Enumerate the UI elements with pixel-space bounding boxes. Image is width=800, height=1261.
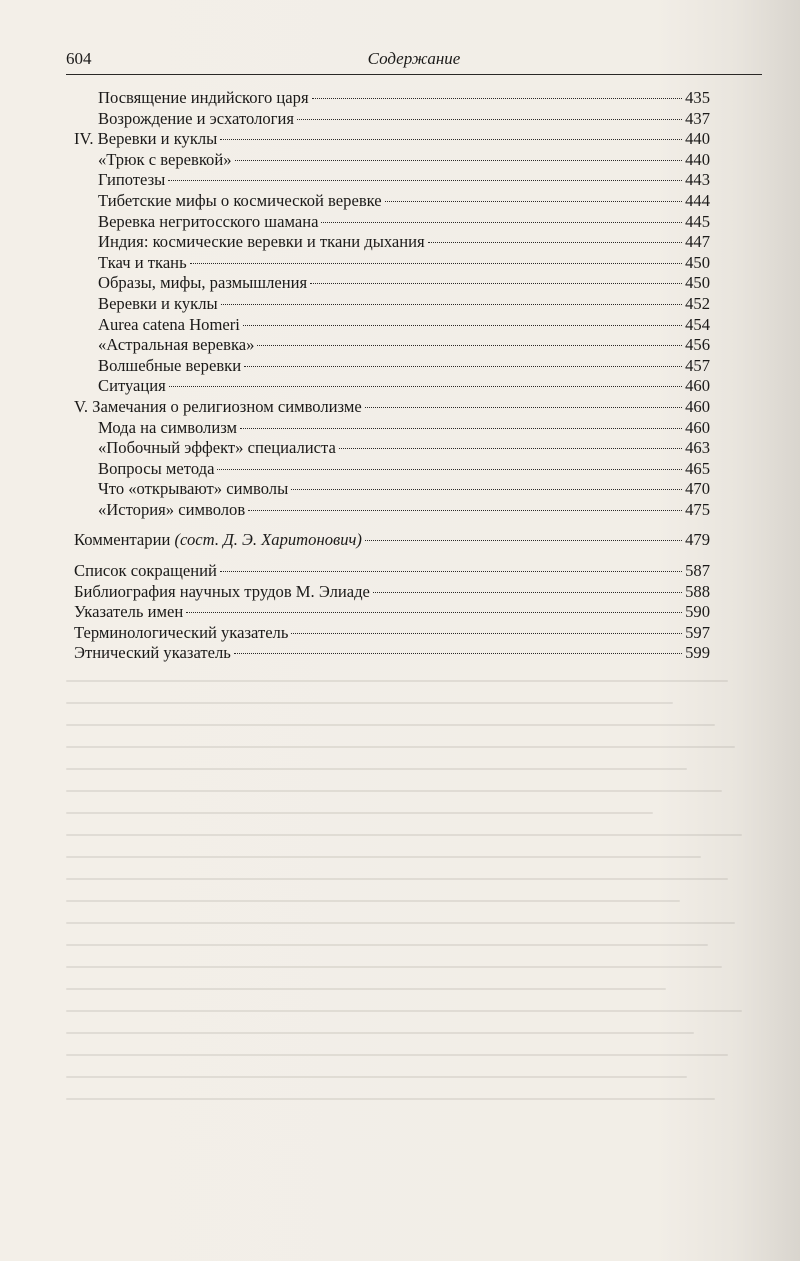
dot-leader (365, 407, 682, 408)
show-through-text (66, 680, 756, 1160)
toc-entry (74, 253, 710, 274)
toc-entry-page: 437 (685, 108, 710, 128)
dot-leader (190, 263, 682, 264)
dot-leader (186, 612, 682, 613)
toc-entry-title: Тибетские мифы о космической веревке (98, 190, 382, 210)
toc-entry-page: 440 (685, 149, 710, 169)
toc-entry-page: 454 (685, 314, 710, 334)
toc-entry-title: Этнический указатель (74, 643, 231, 663)
dot-leader (310, 283, 682, 284)
table-of-contents (74, 88, 710, 664)
toc-entry-title: Возрождение и эсхатология (98, 108, 294, 128)
toc-entry-page: 452 (685, 293, 710, 313)
toc-entry-title: Волшебные веревки (98, 355, 242, 375)
toc-entry-title: Вопросы метода (98, 458, 215, 478)
toc-entry-title: Образы, мифы, размышления (98, 273, 308, 293)
dot-leader (220, 571, 682, 572)
dot-leader (244, 366, 682, 367)
toc-entry (74, 294, 710, 315)
toc-entry (74, 376, 710, 397)
toc-entry-page: 450 (685, 252, 710, 272)
toc-entry-note: (сост. Д. Э. Харитонович) (174, 530, 362, 550)
toc-entry-page: 456 (685, 335, 710, 355)
toc-entry (74, 356, 710, 377)
toc-entry (74, 397, 710, 418)
toc-entry (74, 418, 710, 439)
toc-entry (74, 88, 710, 109)
toc-entry (74, 561, 710, 582)
toc-entry (74, 479, 710, 500)
toc-entry-title: Индия: космические веревки и ткани дыхания (98, 232, 425, 252)
toc-entry-page: 460 (685, 396, 710, 416)
toc-gap (74, 520, 710, 530)
toc-entry (74, 150, 710, 171)
toc-entry-page: 444 (685, 190, 710, 210)
toc-entry-page: 450 (685, 273, 710, 293)
dot-leader (217, 469, 682, 470)
toc-entry-title: «Астральная веревка» (98, 335, 255, 355)
toc-entry-title: Веревки и куклы (98, 293, 218, 313)
toc-entry-page: 590 (685, 602, 710, 622)
dot-leader (221, 304, 682, 305)
toc-entry-title: «История» символов (98, 499, 246, 519)
toc-entry-page: 463 (685, 438, 710, 458)
toc-entry-title: Комментарии (сост. Д. Э. Харитонович) (74, 530, 362, 550)
toc-entry-title: Мода на символизм (98, 417, 238, 437)
dot-leader (373, 592, 682, 593)
dot-leader (248, 510, 682, 511)
toc-entry (74, 582, 710, 603)
toc-entry-page: 597 (685, 622, 710, 642)
toc-entry-title: Ситуация (98, 376, 166, 396)
toc-entry-page: 447 (685, 232, 710, 252)
toc-entry-title: Гипотезы (98, 170, 166, 190)
toc-entry-page: 599 (685, 643, 710, 663)
toc-entry-title: Aurea catena Homeri (98, 314, 240, 334)
dot-leader (220, 139, 682, 140)
toc-entry-title: Библиография научных трудов М. Элиаде (74, 581, 370, 601)
toc-entry-title: Что «открывают» символы (98, 479, 289, 499)
toc-entry (74, 109, 710, 130)
toc-entry-title: Список сокращений (74, 561, 217, 581)
toc-entry-page: 479 (685, 530, 710, 550)
toc-entry-page: 475 (685, 499, 710, 519)
dot-leader (297, 119, 682, 120)
toc-entry-title: Веревка негритосского шамана (98, 211, 319, 231)
toc-entry (74, 273, 710, 294)
toc-entry-page: 465 (685, 458, 710, 478)
page-header (66, 44, 762, 75)
dot-leader (234, 653, 682, 654)
dot-leader (312, 98, 683, 99)
toc-entry (74, 232, 710, 253)
toc-entry-title: IV. Веревки и куклы (74, 129, 218, 149)
toc-entry (74, 191, 710, 212)
toc-entry (74, 315, 710, 336)
toc-entry-page: 445 (685, 211, 710, 231)
toc-entry (74, 602, 710, 623)
toc-entry-page: 470 (685, 479, 710, 499)
toc-entry-title: Указатель имен (74, 602, 184, 622)
dot-leader (240, 428, 682, 429)
toc-entry-title: Ткач и ткань (98, 252, 187, 272)
toc-entry (74, 459, 710, 480)
toc-entry (74, 212, 710, 233)
toc-entry (74, 438, 710, 459)
toc-entry-page: 587 (685, 561, 710, 581)
running-title: Содержание (367, 49, 461, 68)
toc-entry-page: 457 (685, 355, 710, 375)
dot-leader (385, 201, 682, 202)
toc-entry (74, 500, 710, 521)
toc-entry (74, 170, 710, 191)
dot-leader (169, 386, 682, 387)
dot-leader (365, 540, 682, 541)
dot-leader (291, 633, 682, 634)
toc-entry-title: V. Замечания о религиозном символизме (74, 396, 362, 416)
toc-entry-page: 588 (685, 581, 710, 601)
dot-leader (235, 160, 683, 161)
toc-entry-page: 443 (685, 170, 710, 190)
toc-entry-title: Посвящение индийского царя (98, 88, 309, 107)
dot-leader (321, 222, 682, 223)
dot-leader (291, 489, 682, 490)
dot-leader (243, 325, 682, 326)
toc-gap (74, 551, 710, 561)
toc-entry (74, 335, 710, 356)
page-number: 604 (66, 49, 92, 68)
dot-leader (168, 180, 682, 181)
dot-leader (257, 345, 682, 346)
toc-entry-page: 440 (685, 129, 710, 149)
toc-entry-page: 435 (685, 88, 710, 107)
toc-entry (74, 129, 710, 150)
toc-entry-page: 460 (685, 376, 710, 396)
toc-entry (74, 623, 710, 644)
dot-leader (428, 242, 682, 243)
toc-entry-page: 460 (685, 417, 710, 437)
toc-entry-title: «Трюк с веревкой» (98, 149, 232, 169)
toc-entry-title: Терминологический указатель (74, 622, 289, 642)
dot-leader (339, 448, 682, 449)
toc-entry (74, 530, 710, 551)
toc-entry-title: «Побочный эффект» специалиста (98, 438, 336, 458)
toc-entry (74, 643, 710, 664)
